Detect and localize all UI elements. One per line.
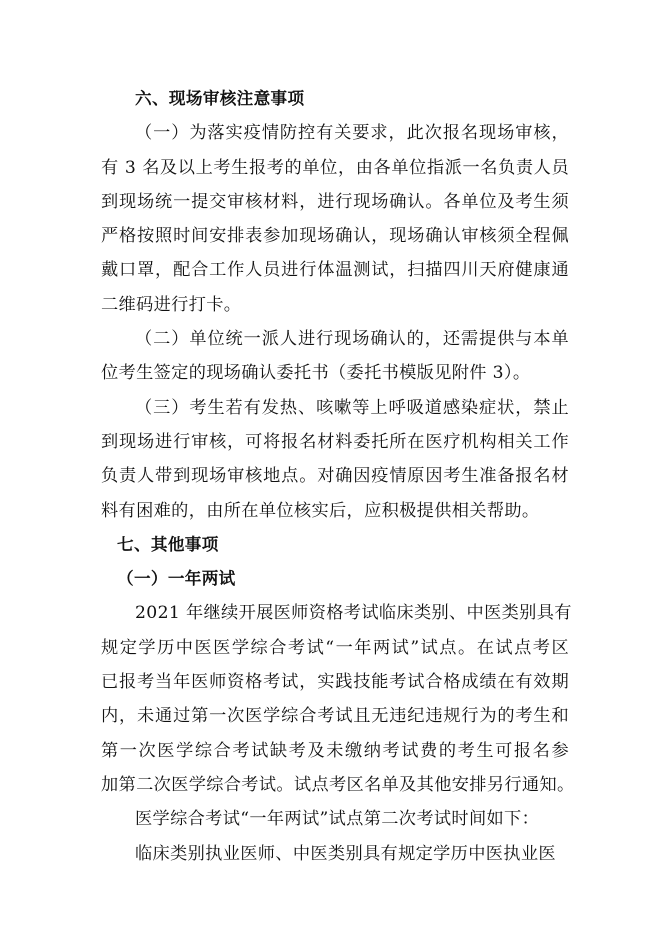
text-line: 严格按照时间安排表参加现场确认，现场确认审核须全程佩	[101, 226, 569, 247]
text-line: 2021 年继续开展医师资格考试临床类别、中医类别具有	[135, 603, 572, 624]
section-heading: 六、现场审核注意事项	[135, 89, 305, 108]
paragraph	[101, 802, 569, 871]
paragraph	[101, 116, 569, 322]
text-line: 有 3 名及以上考生报考的单位，由各单位指派一名负责人员	[101, 157, 569, 178]
text-line: 第一次医学综合考试缺考及未缴纳考试费的考生可报名参	[101, 740, 569, 761]
text-line: 规定学历中医医学综合考试“一年两试”试点。在试点考区	[101, 637, 569, 658]
text-line: 戴口罩，配合工作人员进行体温测试，扫描四川天府健康通	[101, 260, 569, 281]
text-line: 临床类别执业医师、中医类别具有规定学历中医执业医	[135, 843, 556, 864]
section-heading: 七、其他事项	[117, 534, 219, 554]
text-line: 二维码进行打卡。	[101, 294, 242, 315]
text-line: 医学综合考试“一年两试”试点第二次考试时间如下：	[135, 809, 540, 830]
text-line: 内，未通过第一次医学综合考试且无违纪违规行为的考生和	[101, 706, 569, 727]
document-body	[101, 82, 575, 871]
text-line: 料有困难的，由所在单位核实后，应积极提供相关帮助。	[101, 500, 540, 521]
text-line: 加第二次医学综合考试。试点考区名单及其他安排另行通知。	[101, 774, 575, 795]
text-line: 到现场进行审核，可将报名材料委托所在医疗机构相关工作	[101, 431, 569, 452]
text-line: 已报考当年医师资格考试，实践技能考试合格成绩在有效期	[101, 672, 569, 693]
paragraph	[101, 596, 575, 802]
paragraph	[101, 391, 569, 528]
paragraph	[101, 322, 569, 391]
text-line: （三）考生若有发热、咳嗽等上呼吸道感染症状，禁止	[135, 397, 569, 418]
text-line: 到现场统一提交审核材料，进行现场确认。各单位及考生须	[101, 191, 569, 212]
text-line: （一）为落实疫情防控有关要求，此次报名现场审核，	[135, 123, 569, 144]
text-line: 位考生签定的现场确认委托书（委托书模版见附件 3）。	[101, 363, 531, 384]
text-line: （二）单位统一派人进行现场确认的，还需提供与本单	[135, 329, 569, 350]
subsection-heading: （一）一年两试	[117, 569, 236, 589]
text-line: 负责人带到现场审核地点。对确因疫情原因考生准备报名材	[101, 466, 569, 487]
